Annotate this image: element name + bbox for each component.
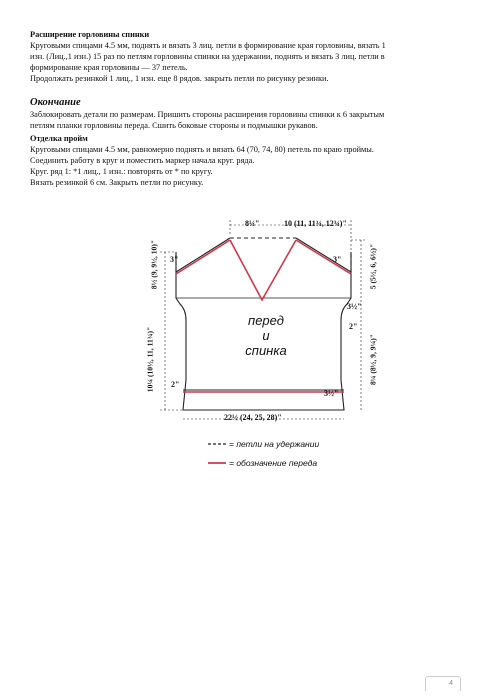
dim-right-body: 8¼ (8½, 9, 9¼)": [368, 333, 378, 386]
legend-front: = обозначение переда: [229, 458, 318, 468]
paragraph-line: Соединить работу в круг и поместить маркер начала круг. ряда.: [30, 156, 255, 165]
dim-right-35b: 3½": [324, 389, 339, 398]
dim-left-total: 10¼ (10½, 11, 11¾)": [145, 326, 155, 393]
dim-left-armhole: 8½ (9, 9½, 10)": [149, 239, 159, 290]
legend-held: = петли на удержании: [229, 439, 320, 449]
dim-right-2: 2": [349, 322, 358, 331]
paragraph-line: Круговыми спицами 4.5 мм, поднять и вязать 3 лиц. петли в формирование края горловины, вязать 1: [30, 41, 386, 50]
section-title: Отделка пройм: [30, 134, 88, 143]
section-title: Окончание: [30, 97, 81, 108]
dim-top-left: 8¼": [245, 219, 260, 228]
center-label-and: и: [262, 328, 270, 343]
paragraph-line: формирование края горловины — 37 петель.: [30, 63, 188, 72]
page-number: 4: [449, 680, 453, 687]
paragraph-line: петлям планки горловины переда. Сшить боковые стороны и подмышки рукавов.: [30, 121, 318, 130]
section-title: Расширение горловины спинки: [30, 30, 150, 39]
paragraph-line: Вязать резинкой 6 см. Закрыть петли по рисунку.: [30, 178, 204, 187]
page-number-tab: [425, 676, 461, 691]
dim-right-35a: 3½": [347, 302, 362, 311]
paragraph-line: Продолжать резинкой 1 лиц., 1 изн. еще 8 рядов. закрыть петли по рисунку резинки.: [30, 74, 329, 83]
center-label-front: перед: [248, 313, 284, 328]
center-label-back: спинка: [245, 343, 287, 358]
dim-right-3: 3": [333, 255, 342, 264]
dim-top-right: 10 (11, 11¾, 12¾)": [284, 219, 347, 228]
paragraph-line: Круговыми спицами 4.5 мм, равномерно поднять и вязать 64 (70, 74, 80) петель по краю проймы.: [30, 145, 374, 154]
dim-left-3: 3": [170, 255, 179, 264]
paragraph-line: Круг. ряд 1: *1 лиц., 1 изн.: повторять от * по кругу.: [30, 167, 213, 176]
dim-right-neck: 5 (5½, 6, 6½)": [368, 243, 378, 290]
paragraph-line: изн. (Лиц.,1 изн.) 15 раз по петлям горловины спинки на удержании, поднять и вязать 3 лиц. петли в: [30, 52, 385, 61]
paragraph-line: Заблокировать детали по размерам. Пришить стороны расширения горловины спинки к 6 закрытым: [30, 110, 385, 119]
dim-bottom: 22½ (24, 25, 28)": [224, 413, 282, 422]
dim-left-2: 2": [171, 380, 180, 389]
